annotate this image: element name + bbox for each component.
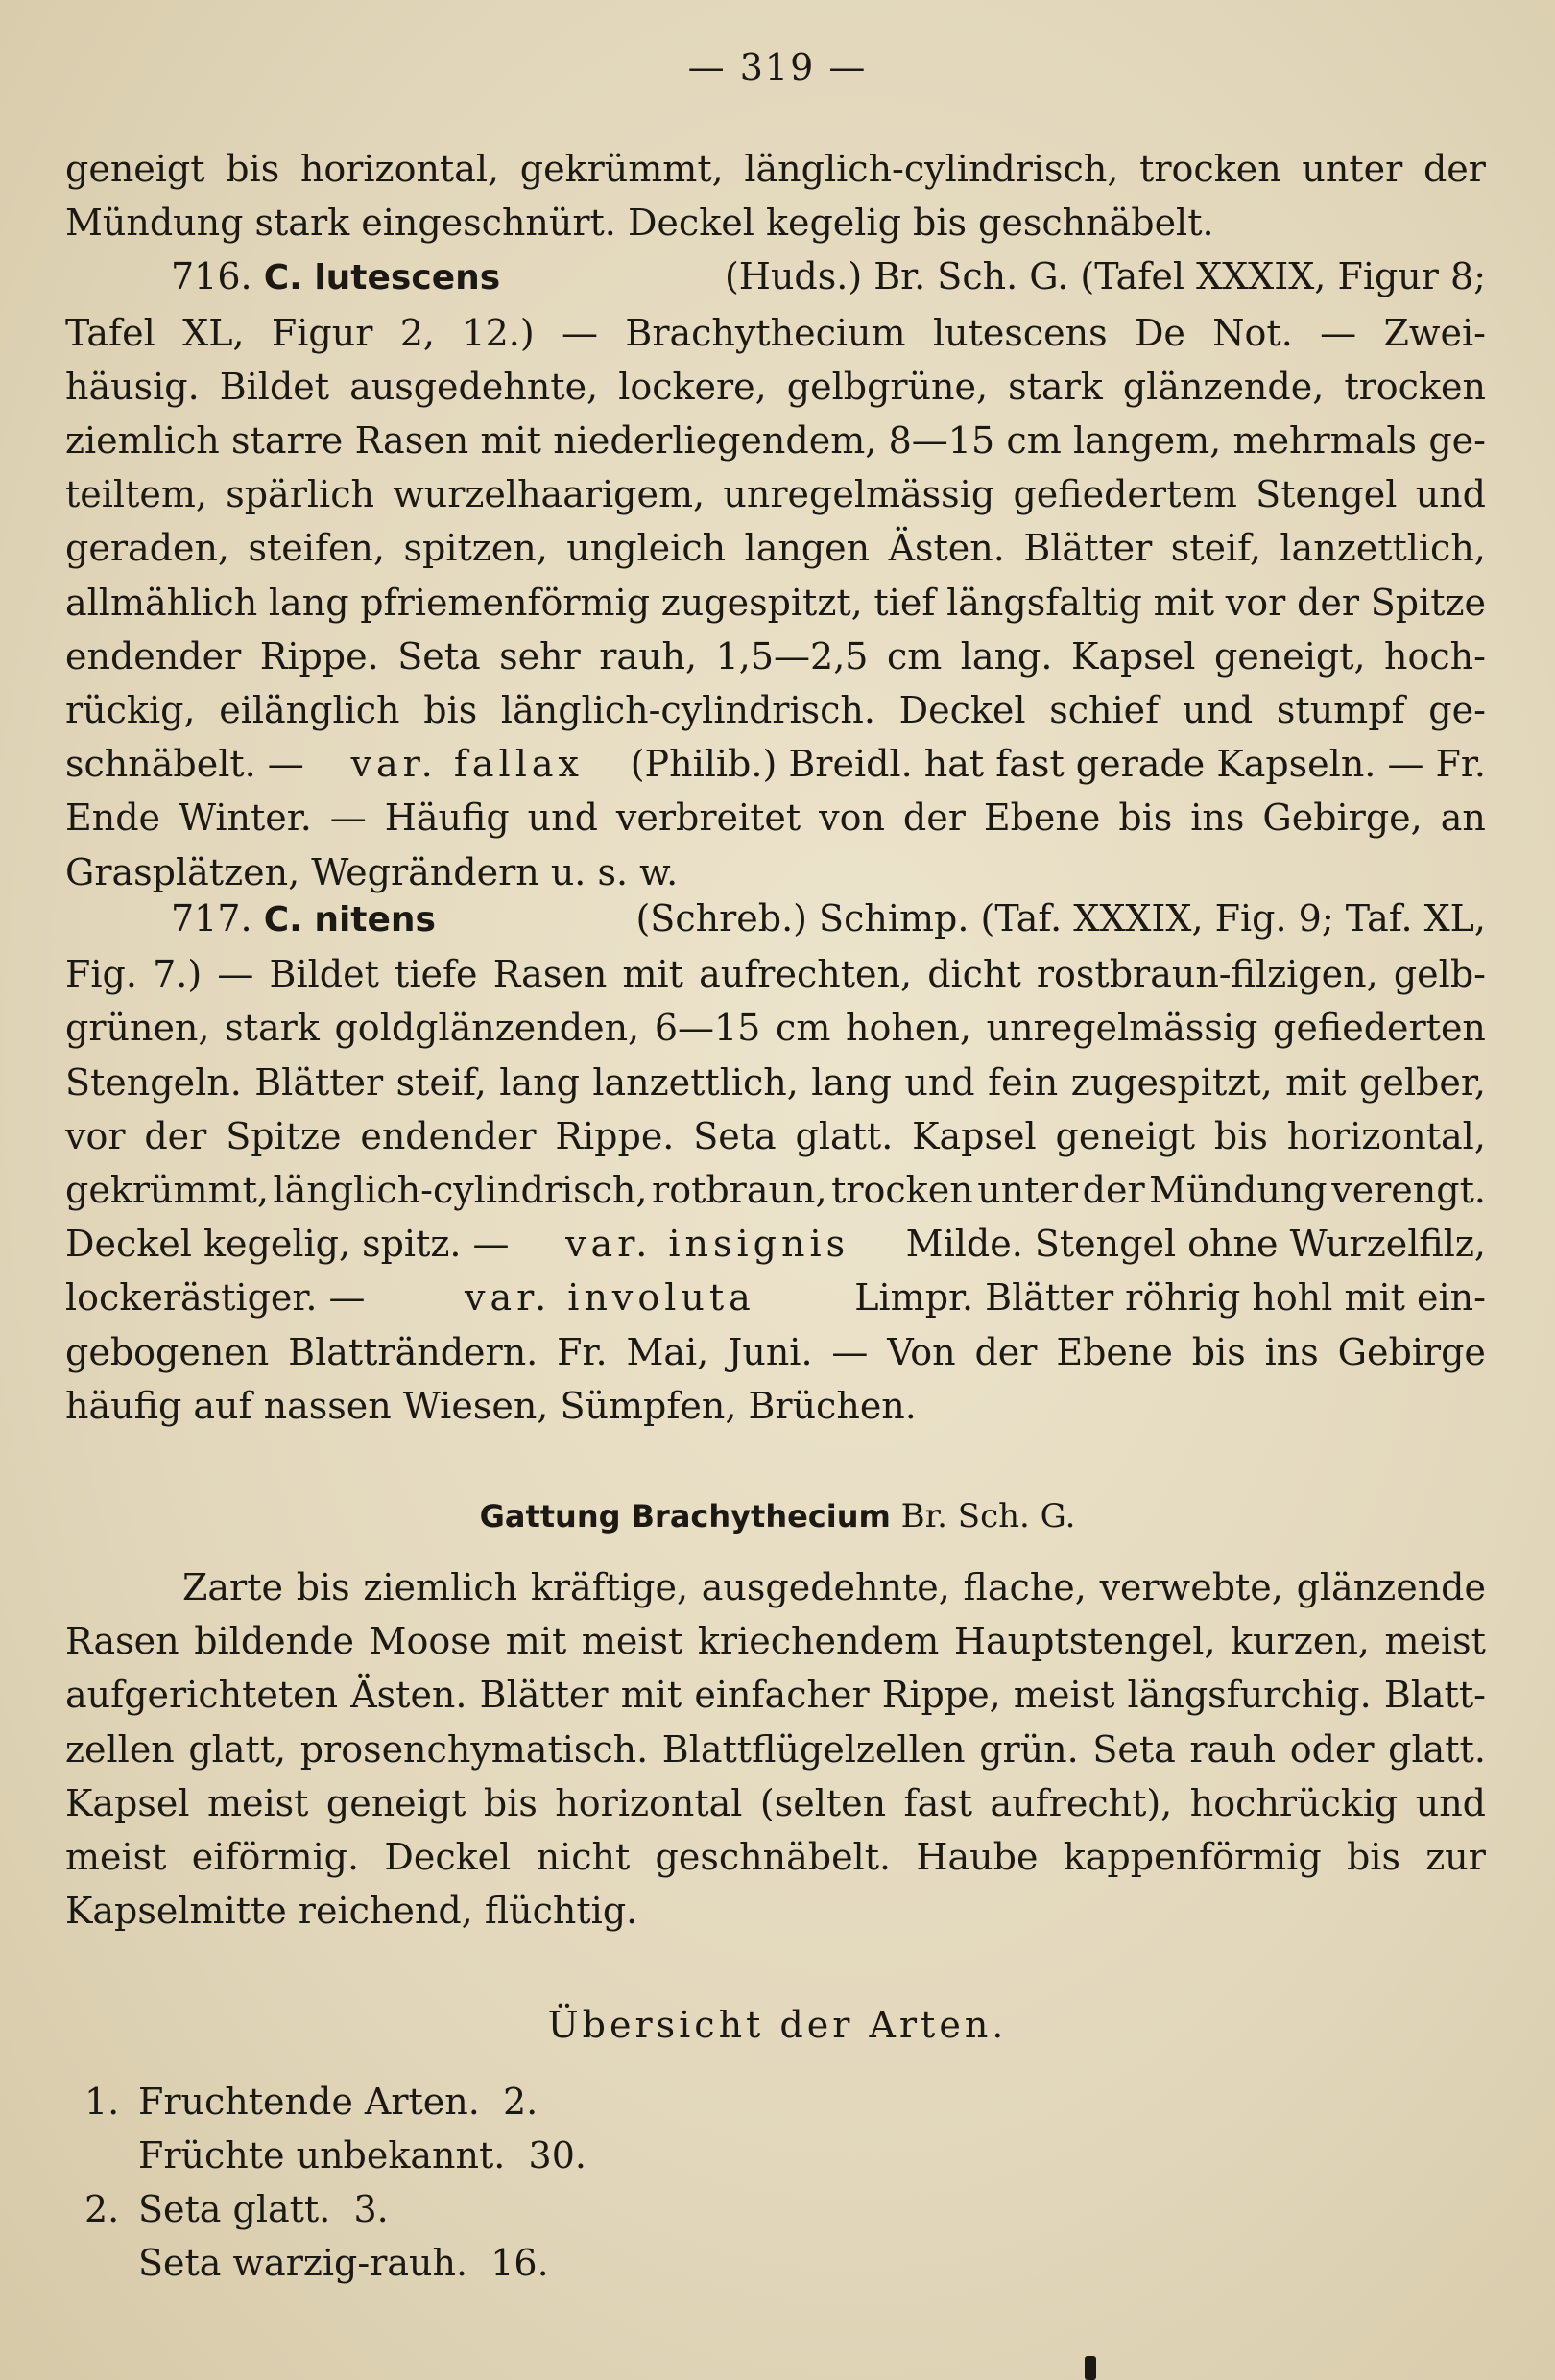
variety-line: lockerästiger. — var. involuta Limpr. Blätter röhrig hohl mit ein-: [65, 1271, 1486, 1324]
text-line: ziemlich starre Rasen mit niederliegendem, 8—15 cm langem, mehrmals ge-: [65, 419, 1486, 463]
text-line: häusig. Bildet ausgedehnte, lockere, gelbgrüne, stark glänzende, trocken: [65, 365, 1486, 408]
variety-name: var. insignis: [565, 1223, 850, 1266]
genus-authority: Br. Sch. G.: [900, 1497, 1076, 1535]
genus-name: Gattung Brachythecium: [479, 1498, 891, 1535]
key-ref: 2.: [502, 2081, 538, 2123]
species-number: 717.: [171, 897, 252, 940]
text-line: zellen glatt, prosenchymatisch. Blattflügelzellen grün. Seta rauh oder glatt.: [65, 1727, 1486, 1771]
key-number: 2.: [84, 2188, 120, 2230]
binding-mark: [1085, 2356, 1096, 2380]
key-ref: 3.: [353, 2188, 389, 2230]
text-line: gekrümmt, länglich-cylindrisch, rotbraun, trocken unter der Mündung verengt.: [65, 1169, 1486, 1212]
key-entry: Fruchtende Arten. 2.: [138, 2081, 538, 2123]
variety-name: var. involuta: [465, 1276, 755, 1320]
text-line: Kapselmitte reichend, flüchtig.: [65, 1890, 638, 1933]
text-line: Fig. 7.) — Bildet tiefe Rasen mit aufrechten, dicht rostbraun-filzigen, gelb-: [65, 953, 1486, 996]
text-line: gebogenen Blatträndern. Fr. Mai, Juni. — Von der Ebene bis ins Gebirge: [65, 1330, 1486, 1373]
text-line: meist eiförmig. Deckel nicht geschnäbelt. Haube kappenförmig bis zur: [65, 1836, 1486, 1879]
key-ref: 30.: [528, 2134, 586, 2177]
text-block-717: [65, 892, 1486, 1433]
genus-description: [65, 1560, 1486, 1938]
page-number: — 319 —: [687, 46, 868, 88]
text-line: allmählich lang pfriemenförmig zugespitzt, tief längsfaltig mit vor der Spitze: [65, 581, 1486, 624]
text-line: Zarte bis ziemlich kräftige, ausgedehnte, flache, verwebte, glänzende: [182, 1566, 1486, 1608]
text-line: Grasplätzen, Wegrändern u. s. w.: [65, 850, 679, 893]
key-entry: Seta warzig-rauh. 16.: [138, 2242, 549, 2284]
text-line: geraden, steifen, spitzen, ungleich langen Ästen. Blätter steif, lanzettlich,: [65, 527, 1486, 570]
text-line: Kapsel meist geneigt bis horizontal (selten fast aufrecht), hochrückig und: [65, 1781, 1486, 1824]
text-line: teiltem, spärlich wurzelhaarigem, unregelmässig gefiedertem Stengel und: [65, 473, 1486, 516]
key-entry: Seta glatt. 3.: [138, 2188, 389, 2230]
variety-line: schnäbelt. — var. fallax (Philib.) Breidl. hat fast gerade Kapseln. — Fr.: [65, 737, 1486, 791]
text-line: rückig, eilänglich bis länglich-cylindrisch. Deckel schief und stumpf ge-: [65, 689, 1486, 732]
key-ref: 16.: [490, 2242, 549, 2284]
text-line: endender Rippe. Seta sehr rauh, 1,5—2,5 cm lang. Kapsel geneigt, hoch-: [65, 634, 1486, 678]
text-line: geneigt bis horizontal, gekrümmt, länglich-cylindrisch, trocken unter der: [65, 148, 1486, 190]
species-717-line: [65, 892, 1486, 947]
species-authority: (Huds.) Br. Sch. G. (Tafel XXXIX, Figur 8;: [724, 255, 1486, 298]
text-line: Mündung stark eingeschnürt. Deckel kegelig bis geschnäbelt.: [65, 202, 1214, 245]
species-name: C. lutescens: [263, 258, 501, 298]
species-number: 716.: [171, 255, 252, 298]
text-line: Stengeln. Blätter steif, lang lanzettlich, lang und fein zugespitzt, mit gelber,: [65, 1060, 1486, 1104]
key-number: 1.: [84, 2081, 120, 2123]
genus-heading: [0, 1497, 1555, 1535]
key-entry: Früchte unbekannt. 30.: [138, 2134, 586, 2177]
species-name: C. nitens: [263, 900, 436, 940]
overview-heading: Übersicht der Arten.: [547, 2004, 1008, 2046]
text-line: Rasen bildende Moose mit meist kriechendem Hauptstengel, kurzen, meist: [65, 1620, 1486, 1663]
text-line: Tafel XL, Figur 2, 12.) — Brachythecium lutescens De Not. — Zwei-: [65, 311, 1486, 354]
variety-line: Deckel kegelig, spitz. — var. insignis Milde. Stengel ohne Wurzelfilz,: [65, 1217, 1486, 1271]
text-block-top: [65, 142, 1486, 899]
text-line: grünen, stark goldglänzenden, 6—15 cm hohen, unregelmässig gefiederten: [65, 1007, 1486, 1050]
text-line: aufgerichteten Ästen. Blätter mit einfacher Rippe, meist längsfurchig. Blatt-: [65, 1674, 1486, 1717]
text-line: vor der Spitze endender Rippe. Seta glatt. Kapsel geneigt bis horizontal,: [65, 1114, 1486, 1157]
species-716-line: [65, 250, 1486, 305]
text-line: häufig auf nassen Wiesen, Sümpfen, Brüchen.: [65, 1384, 917, 1427]
species-authority: (Schreb.) Schimp. (Taf. XXXIX, Fig. 9; Taf. XL,: [635, 897, 1486, 940]
variety-name: var. fallax: [350, 743, 584, 786]
text-line: Ende Winter. — Häufig und verbreitet von der Ebene bis ins Gebirge, an: [65, 797, 1486, 840]
